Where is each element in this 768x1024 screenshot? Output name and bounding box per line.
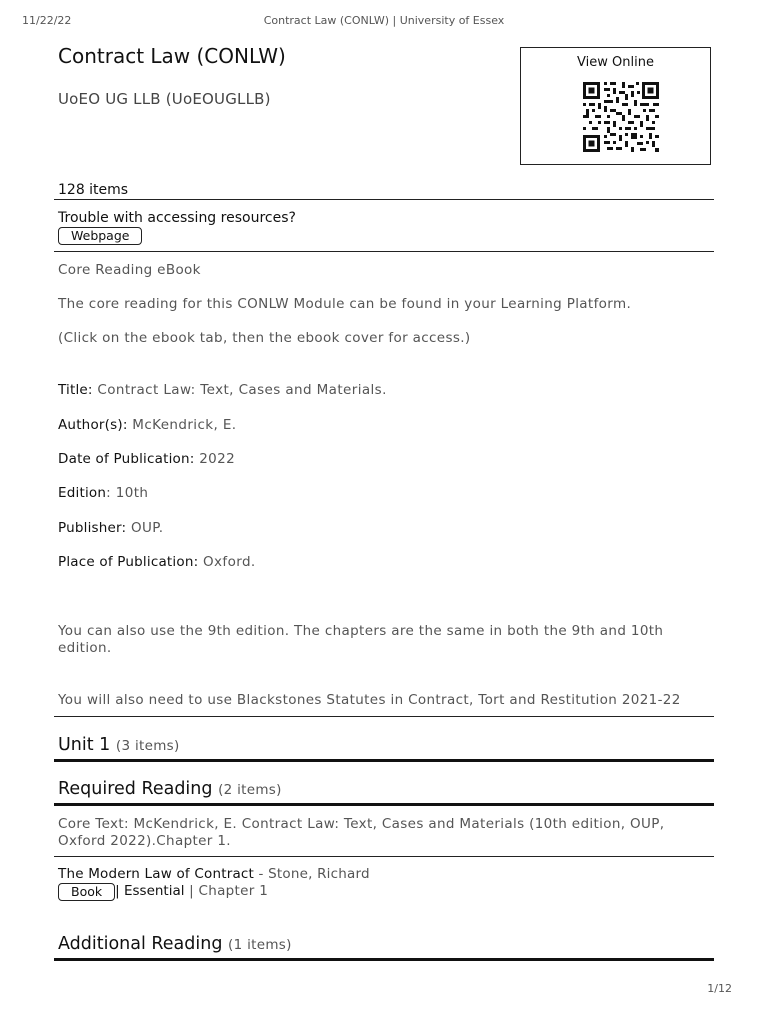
resource-title-link[interactable]: The Modern Law of Contract <box>58 866 255 882</box>
divider <box>54 856 714 857</box>
chapter-label: Chapter 1 <box>198 883 269 899</box>
view-online-label: View Online <box>577 55 654 70</box>
resource-item <box>58 866 370 882</box>
required-reading-heading[interactable] <box>58 779 282 799</box>
section-title: Additional Reading <box>58 934 223 954</box>
field-label: Publisher: <box>58 520 127 536</box>
resource-author: - Stone, Richard <box>254 866 370 882</box>
separator: | <box>115 883 124 899</box>
section-divider <box>54 759 714 762</box>
field-value: McKendrick, E. <box>127 417 237 433</box>
section-item-count: (1 items) <box>228 937 292 953</box>
section-title: Unit 1 <box>58 735 111 755</box>
qr-code-icon <box>583 82 659 152</box>
divider <box>54 199 714 200</box>
field-value: Contract Law: Text, Cases and Materials. <box>92 382 387 398</box>
section-title: Required Reading <box>58 779 213 799</box>
view-online-box[interactable] <box>520 47 711 165</box>
print-header <box>0 14 768 28</box>
core-reading-heading: Core Reading eBook <box>58 262 201 278</box>
list-title: Contract Law (CONLW) <box>58 44 286 68</box>
core-text-note: Core Text: McKendrick, E. Contract Law: Text, Cases and Materials (10th edition, OUP, Oxford 2022).Chapter 1. <box>58 816 665 849</box>
statutes-note: You will also need to use Blackstones Statutes in Contract, Tort and Restitution 2021-22 <box>58 692 681 708</box>
field-label: Author(s): <box>58 417 128 433</box>
separator: | <box>184 883 199 899</box>
book-type-button[interactable]: Book <box>58 883 115 901</box>
resource-meta <box>58 883 268 901</box>
field-label: Place of Publication: <box>58 554 199 570</box>
print-title: Contract Law (CONLW) | University of Essex <box>263 14 505 27</box>
importance-label: Essential <box>123 883 185 899</box>
section-item-count: (2 items) <box>218 782 282 798</box>
course-code: UoEO UG LLB (UoEOUGLLB) <box>58 90 271 108</box>
access-instructions-note: (Click on the ebook tab, then the ebook cover for access.) <box>58 330 471 346</box>
item-count: 128 items <box>58 182 129 198</box>
field-value: OUP. <box>126 520 164 536</box>
section-item-count: (3 items) <box>115 738 180 754</box>
book-edition-field <box>58 485 148 501</box>
field-value: : 10th <box>106 485 149 501</box>
field-label: Title: <box>58 382 93 398</box>
page-number: 1/12 <box>707 982 732 995</box>
divider <box>54 716 714 717</box>
print-date: 11/22/22 <box>22 14 72 27</box>
unit-1-heading[interactable] <box>58 735 180 755</box>
book-publisher-field <box>58 520 163 536</box>
book-author-field <box>58 417 237 433</box>
book-title-field <box>58 382 387 398</box>
additional-reading-heading[interactable] <box>58 934 292 954</box>
section-divider <box>54 803 714 806</box>
access-help-text: Trouble with accessing resources? <box>58 210 296 226</box>
book-date-field <box>58 451 235 467</box>
field-label: Edition <box>58 485 107 501</box>
edition-note: You can also use the 9th edition. The chapters are the same in both the 9th and 10th edition. <box>58 623 664 656</box>
field-label: Date of Publication: <box>58 451 195 467</box>
field-value: Oxford. <box>198 554 256 570</box>
core-reading-note: The core reading for this CONLW Module can be found in your Learning Platform. <box>58 296 632 312</box>
divider <box>54 251 714 252</box>
field-value: 2022 <box>194 451 236 467</box>
section-divider <box>54 958 714 961</box>
webpage-button[interactable]: Webpage <box>58 227 142 245</box>
book-place-field <box>58 554 256 570</box>
